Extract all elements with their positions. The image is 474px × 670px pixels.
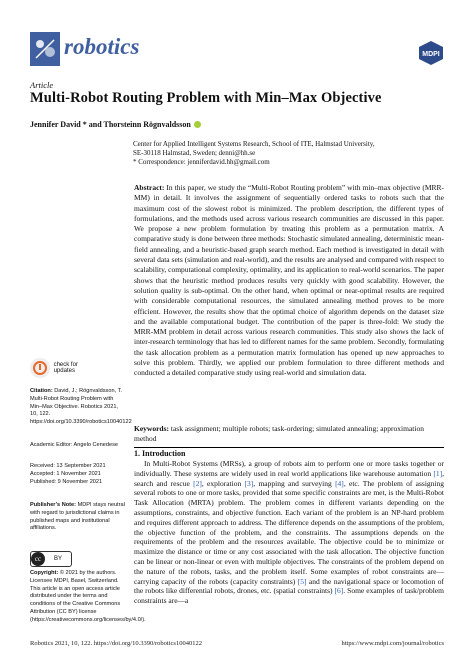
check-for-updates-badge[interactable] [30,356,100,380]
author-line [30,120,201,129]
academic-editor: Academic Editor: Angelo Cenedese [30,442,119,448]
citation-link[interactable]: [2] [193,478,202,488]
authors-text: Jennifer David * and Thorsteinn Rögnvaldsson [30,120,191,129]
intro-text-1: In Multi-Robot Systems (MRSs), a group of robots aim to perform one or more tasks together or individually. These systems are widely used in real world applications like warehouse automation [134,459,444,478]
correspondence: * Correspondence: jenniferdavid.hh@gmail.com [133,158,270,166]
intro-text-5: , etc. The problem of assigning several robots to one or more tasks, provided that some specific constraints are met, is the Multi-Robot Task Allocation (MRTA) problem. The problem comes in different variants depending on the assumptions, constraints, and objective function. Each variant of the problem is an NP-hard problem and requires different approach to address. The difference depends on the assumptions of the problem, the objective function of the problem, and the constraints. The assumptions depends on the requirements of the problem and the resources available. The objective could be to minimize or maximize the distance or time or any cost associated with the task allocation. The objective function can be linear or non-linear or even with multiple objectives. The constraints of the problem depend on the nature of the robots, tasks, and the problem itself. Some examples of robot constraints are—carrying capacity of the robots (capacity constraints) [134,478,444,586]
page-footer [30,640,444,647]
intro-text-6: and the navigational space or locomotion of the robots like differential robots, drones, etc. (spatial constraints) [134,576,444,596]
robotics-journal-logo [30,32,60,66]
keywords-text: task assignment; multiple robots; task-ordering; simulated annealing; approximation method [134,424,424,444]
introduction-paragraph [134,459,444,606]
copyright-text: © 2021 by the authors. Licensee MDPI, Basel, Switzerland. This article is an open access article distributed under the terms and conditions of the Creative Commons Attribution (CC BY) license (https://creativecommons.org/licenses/by/4.0/). [30,570,146,623]
introduction-heading: 1. Introduction [134,449,186,458]
by-icon: BY [53,556,62,562]
citation-link[interactable]: [1] [433,468,443,478]
publisher-note [30,502,128,533]
orcid-icon[interactable] [194,121,201,128]
journal-name: robotics [64,34,140,59]
updates-label: check for updates [53,362,78,374]
abstract-label: Abstract: [134,183,165,192]
citation-link[interactable]: [6] [334,586,344,596]
cc-by-license-icon[interactable] [30,551,72,567]
intro-text-4: , mapping and surveying [253,478,336,488]
citation-label: Citation: [30,388,53,394]
cc-icon: cc [31,552,45,566]
received-date: Received: 13 September 2021 [30,463,106,469]
copyright-label: Copyright: [30,570,59,576]
mdpi-logo [418,40,444,66]
footer-journal-url[interactable]: https://www.mdpi.com/journal/robotics [341,640,444,647]
abstract [134,183,444,379]
article-type: Article [30,80,54,90]
publication-dates [30,462,125,486]
paper-title: Multi-Robot Routing Problem with Min–Max Objective [30,90,382,106]
accepted-date: Accepted: 1 November 2021 [30,471,101,477]
affiliation-block [133,140,453,167]
intro-text-7: . Some examples of task/problem constraints are—a [134,586,444,606]
citation-block [30,388,132,427]
mdpi-logo-text: MDPI [422,51,440,58]
keywords-label: Keywords: [134,424,169,433]
citation-text: David, J.; Rögnvaldsson, T. Multi-Robot Routing Problem with Min–Max Objective. Robotics 2021, 10, 122. https://doi.org/10.3390/robotics10040122 [30,388,132,426]
affiliation-line-1: Center for Applied Intelligent Systems Research, School of ITE, Halmstad University, [133,140,375,148]
published-date: Published: 9 November 2021 [30,479,103,485]
publisher-note-label: Publisher’s Note: [30,502,77,508]
citation-link[interactable]: [4] [335,478,344,488]
update-check-icon [30,358,50,378]
publisher-note-text: MDPI stays neutral with regard to jurisdictional claims in published maps and institutional affiliations. [30,502,125,532]
keywords [134,424,444,445]
intro-text-3: , exploration [201,478,245,488]
section-divider [134,447,444,448]
citation-link[interactable]: [5] [297,576,307,586]
copyright-block [30,570,146,625]
intro-text-2: , search and rescue [134,468,444,488]
abstract-text: In this paper, we study the “Multi-Robot Routing problem” with min–max objective (MRR-MM) in detail. It involves the assignment of sequentially ordered tasks to robots such that the maximum cost of the slowest robot is minimized. The problem description, the different types of formulations, and the methods used across various research communities are discussed in this paper. We propose a new problem formulation by treating this problem as a permutation matrix. A comparative study is done between three methods: Stochastic simulated annealing, deterministic mean-field annealing, and a heuristic-based graph search method. Each method is investigated in detail with several data sets (simulation and real-world), and the results are analysed and compared with respect to scalability, computational complexity, optimality, and its application to real-world scenarios. The paper shows that the heuristic method produces results very quickly with good scalability. However, the solution quality is sub-optimal. On the other hand, when optimal or near-optimal results are required with considerable computational resources, the simulated annealing method proves to be more efficient. However, the results show that the optimal choice of algorithm depends on the dataset size and the available computational budget. The contribution of the paper is three-fold: We study the MRR-MM problem in detail across various research communities. This study also shows the lack of inter-research terminology that has led to different names for the same problem. Secondly, formulating the task allocation problem as a permutation matrix formulation has opened up new approaches to solve this problem. Thirdly, we applied our problem formulation to three different methods and conducted a detailed comparative study using real-world and simulation data. [134,183,444,378]
citation-link[interactable]: [3] [244,478,254,488]
footer-citation: Robotics 2021, 10, 122. https://doi.org/10.3390/robotics10040122 [30,640,202,647]
affiliation-line-2: SE-30118 Halmstad, Sweden; denni@hh.se [133,149,256,157]
journal-header [30,30,444,70]
